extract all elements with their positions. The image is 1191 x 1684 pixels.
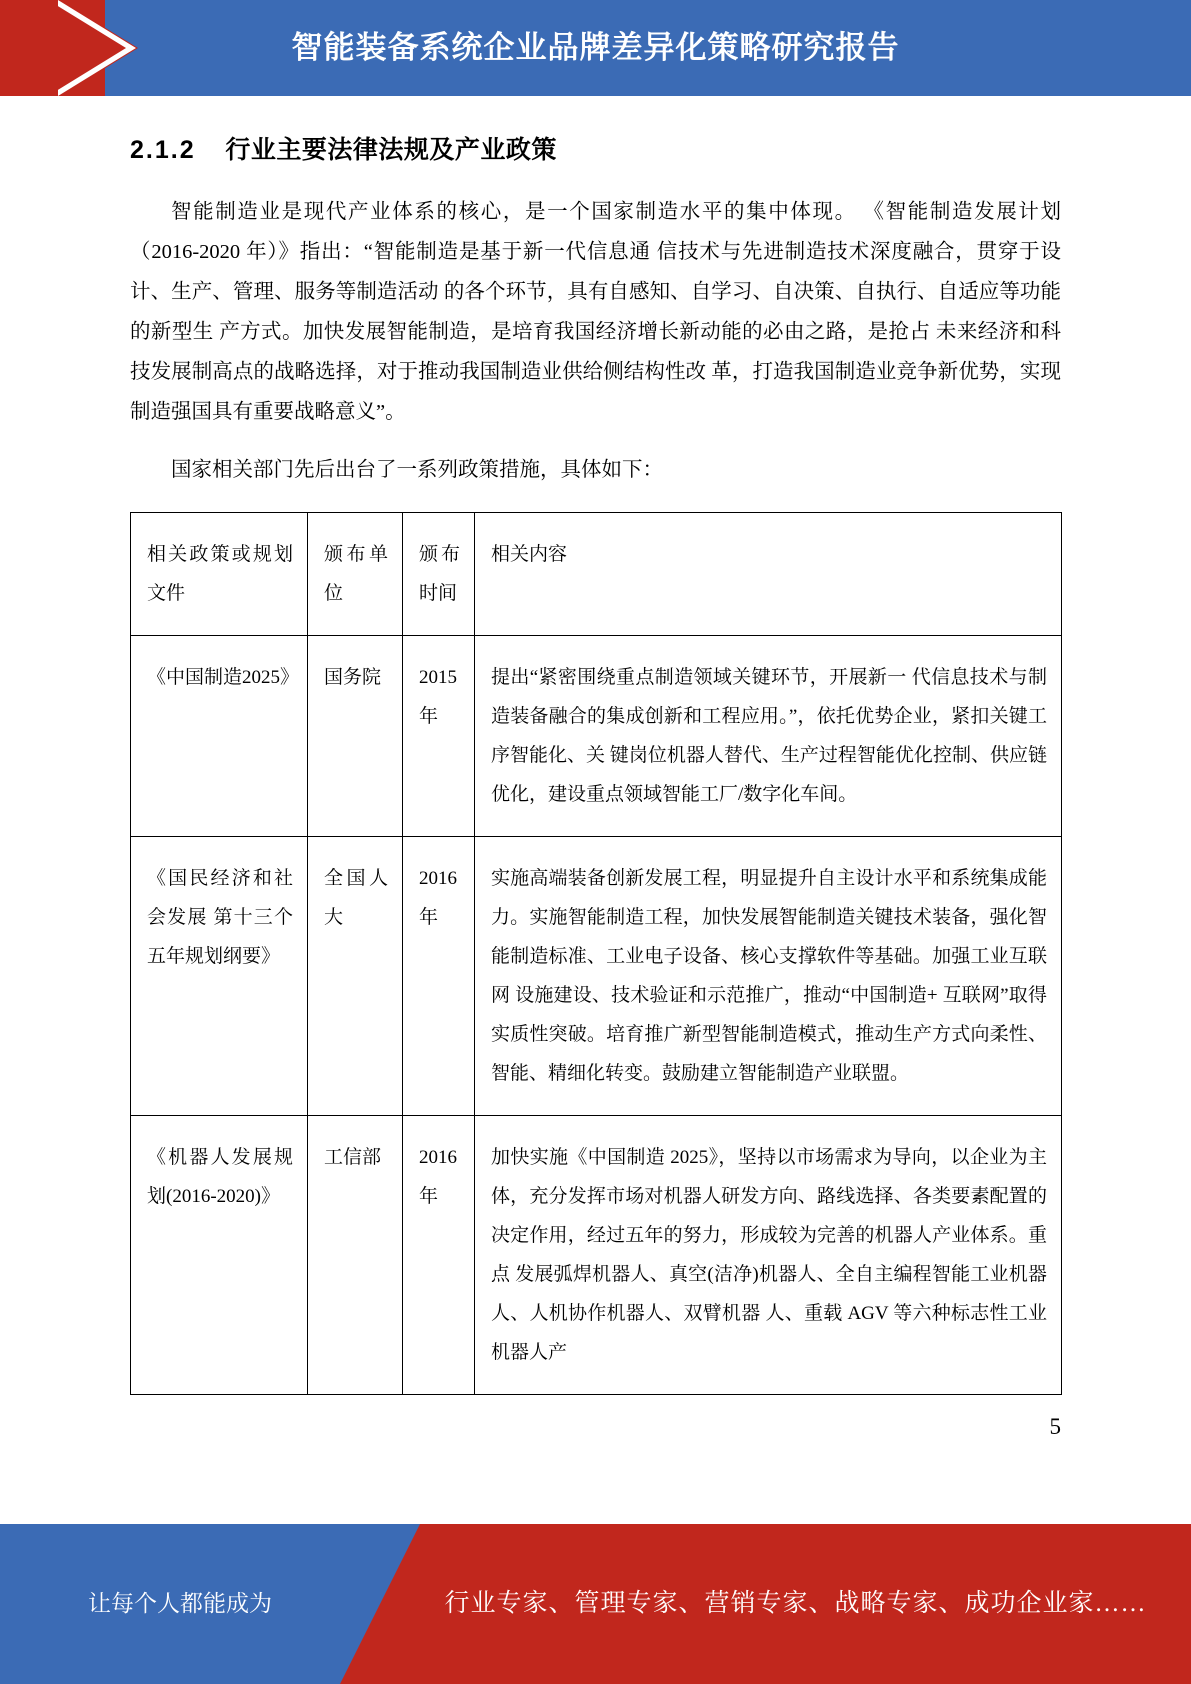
cell-content: 实施高端装备创新发展工程，明显提升自主设计水平和系统集成能力。实施智能制造工程，加快发展智能制造关键技术装备，强化智能制造标准、工业电子设备、核心支撑软件等基础。加强工业互联网 设施建设、技术验证和示范推广，推动“中国制造+ 互联网”取得实质性突破。培育推广新型智能制造模式，推动生产方式向柔性、智能、精细化转变。鼓励建立智能制造产业联盟。 [475,837,1062,1116]
page-content [0,130,1191,1395]
table-row [131,1116,1062,1395]
cell-unit: 国务院 [308,636,403,837]
table-header-time: 颁布时间 [403,513,475,636]
table-row [131,837,1062,1116]
cell-document: 《中国制造2025》 [131,636,308,837]
page-number: 5 [1049,1414,1061,1439]
cell-document: 《国民经济和社会发展 第十三个五年规划纲要》 [131,837,308,1116]
table-row [131,636,1062,837]
cell-content: 提出“紧密围绕重点制造领域关键环节，开展新一 代信息技术与制造装备融合的集成创新和工程应用。”，依托优势企业，紧扣关键工序智能化、关 键岗位机器人替代、生产过程智能优化控制、供应链优化，建设重点领域智能工厂/数字化车间。 [475,636,1062,837]
cell-document: 《机器人发展规划(2016-2020)》 [131,1116,308,1395]
page-header [0,0,1191,96]
table-header-row [131,513,1062,636]
cell-time: 2016年 [403,837,475,1116]
footer-slogan-right: 行业专家、管理专家、营销专家、战略专家、成功企业家…… [444,1590,1147,1617]
table-header-unit: 颁布单位 [308,513,403,636]
policy-table [130,512,1062,1395]
section-heading-text: 行业主要法律法规及产业政策 [225,136,557,164]
cell-unit: 工信部 [308,1116,403,1395]
section-heading [130,130,1061,166]
footer-slogan-left: 让每个人都能成为 [88,1591,272,1616]
document-title: 智能装备系统企业品牌差异化策略研究报告 [291,30,900,65]
table-header-document: 相关政策或规划文件 [131,513,308,636]
cell-unit: 全国人大 [308,837,403,1116]
cell-content: 加快实施《中国制造 2025》，坚持以市场需求为导向，以企业为主体，充分发挥市场对机器人研发方向、路线选择、各类要素配置的决定作用，经过五年的努力，形成较为完善的机器人产业体系。重点 发展弧焊机器人、真空(洁净)机器人、全自主编程智能工业机器人、人机协作机器人、双臂机器 人、重载 AGV 等六种标志性工业机器人产 [475,1116,1062,1395]
page-footer [0,1524,1191,1684]
cell-time: 2015年 [403,636,475,837]
paragraph-lead-in: 国家相关部门先后出台了一系列政策措施，具体如下： [171,459,663,481]
cell-time: 2016年 [403,1116,475,1395]
table-header-content: 相关内容 [475,513,1062,636]
section-number: 2.1.2 [130,136,196,164]
paragraph-intro: 智能制造业是现代产业体系的核心，是一个国家制造水平的集中体现。 《智能制造发展计划（2016-2020 年）》指出：“智能制造是基于新一代信息通 信技术与先进制造技术深度融合，贯穿于设计、生产、管理、服务等制造活动 的各个环节，具有自感知、自学习、自决策、自执行、自适应等功能的新型生 产方式。加快发展智能制造，是培育我国经济增长新动能的必由之路，是抢占 未来经济和科技发展制高点的战略选择，对于推动我国制造业供给侧结构性改 革，打造我国制造业竞争新优势，实现制造强国具有重要战略意义”。 [130,201,1061,423]
